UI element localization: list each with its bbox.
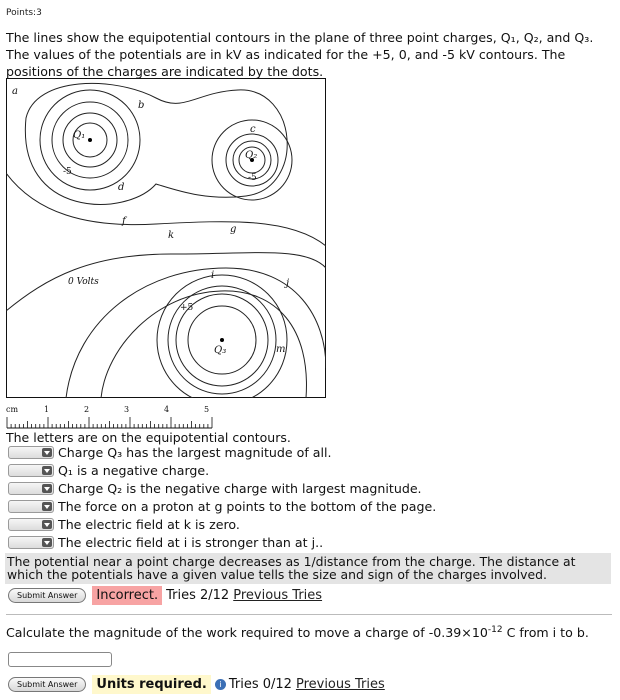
statement-text: The electric field at k is zero. <box>58 517 240 532</box>
work-question-prefix: Calculate the magnitude of the work required to move a charge of -0.39×10 <box>6 625 488 641</box>
section-divider <box>6 614 612 615</box>
tries-count: Tries 2/12 <box>166 588 230 603</box>
ruler-tick-4: 4 <box>164 405 170 414</box>
ruler-tick-5: 5 <box>204 405 210 414</box>
letter-k: k <box>168 230 175 241</box>
minus5-left-label: -5 <box>63 167 72 177</box>
dropdown-arrow-icon <box>42 466 52 475</box>
plus5-label: +5 <box>180 303 194 313</box>
scale-ruler <box>6 402 226 430</box>
dropdown-arrow-icon <box>42 502 52 511</box>
true-false-select[interactable] <box>8 536 54 549</box>
letter-m: m <box>276 344 286 355</box>
submit-answer-button[interactable]: Submit Answer <box>8 677 86 692</box>
statement-row <box>8 445 332 460</box>
letter-g: g <box>230 224 237 235</box>
statement-row <box>8 535 323 550</box>
equipotential-figure <box>6 78 326 398</box>
letter-c: c <box>250 124 256 135</box>
incorrect-status: Incorrect. <box>92 586 162 605</box>
statement-row <box>8 499 436 514</box>
letter-f: f <box>122 216 126 227</box>
statement-text: Q₁ is a negative charge. <box>58 463 210 478</box>
statement-text: Charge Q₂ is the negative charge with largest magnitude. <box>58 481 422 496</box>
q1-dot <box>88 138 92 142</box>
units-required-status: Units required. <box>92 675 210 694</box>
answer-row-1 <box>8 586 322 605</box>
dropdown-arrow-icon <box>42 484 52 493</box>
letter-j: j <box>286 278 290 289</box>
question-text: The lines show the equipotential contours in the plane of three point charges, Q₁, Q₂, and Q₃. The values of the potentials are in kV as indicated for the +5, 0, and -5 kV contours. The positions of the charges are indicated by the dots. <box>6 30 594 79</box>
tries-count: Tries 0/12 <box>228 677 292 692</box>
statement-text: The electric field at i is stronger than at j.. <box>58 535 324 550</box>
true-false-select[interactable] <box>8 500 54 513</box>
contour-note: The letters are on the equipotential contours. <box>6 430 291 445</box>
ruler-unit: cm <box>6 405 19 414</box>
previous-tries-link[interactable]: Previous Tries <box>233 588 323 603</box>
previous-tries-link[interactable]: Previous Tries <box>295 677 385 692</box>
work-question-suffix: C from i to b. <box>502 625 589 641</box>
statement-text: Charge Q₃ has the largest magnitude of all. <box>58 445 332 460</box>
true-false-select[interactable] <box>8 482 54 495</box>
true-false-select[interactable] <box>8 446 54 459</box>
letter-i: i <box>211 270 215 281</box>
ruler-tick-3: 3 <box>124 405 130 414</box>
hint-box: The potential near a point charge decreases as 1/distance from the charge. The distance at which the potentials have a given value tells the size and sign of the charges involved. <box>5 553 611 584</box>
charge-q1-label: Q₁ <box>73 130 86 141</box>
true-false-select[interactable] <box>8 464 54 477</box>
ruler-tick-1: 1 <box>44 405 50 414</box>
answer-row-2 <box>8 675 385 694</box>
dropdown-arrow-icon <box>42 448 52 457</box>
zero-volts-label: 0 Volts <box>68 277 99 287</box>
charge-q3-label: Q₃ <box>214 345 227 356</box>
letter-d: d <box>118 182 125 193</box>
minus5-right-label: -5 <box>248 173 257 183</box>
true-false-select[interactable] <box>8 518 54 531</box>
dropdown-arrow-icon <box>42 538 52 547</box>
letter-a: a <box>12 86 18 97</box>
submit-answer-button[interactable]: Submit Answer <box>8 588 86 603</box>
statement-row <box>8 517 240 532</box>
statement-row <box>8 463 209 478</box>
statement-row <box>8 481 422 496</box>
dropdown-arrow-icon <box>42 520 52 529</box>
work-question <box>6 624 612 639</box>
answer-input[interactable] <box>8 652 112 667</box>
points-label: Points:3 <box>6 8 42 18</box>
statement-text: The force on a proton at g points to the bottom of the page. <box>58 499 437 514</box>
work-question-exponent: -12 <box>487 625 503 635</box>
q3-dot <box>220 338 224 342</box>
charge-q2-label: Q₂ <box>245 150 258 161</box>
ruler-tick-2: 2 <box>84 405 90 414</box>
info-icon[interactable]: i <box>215 679 226 690</box>
letter-b: b <box>138 100 145 111</box>
